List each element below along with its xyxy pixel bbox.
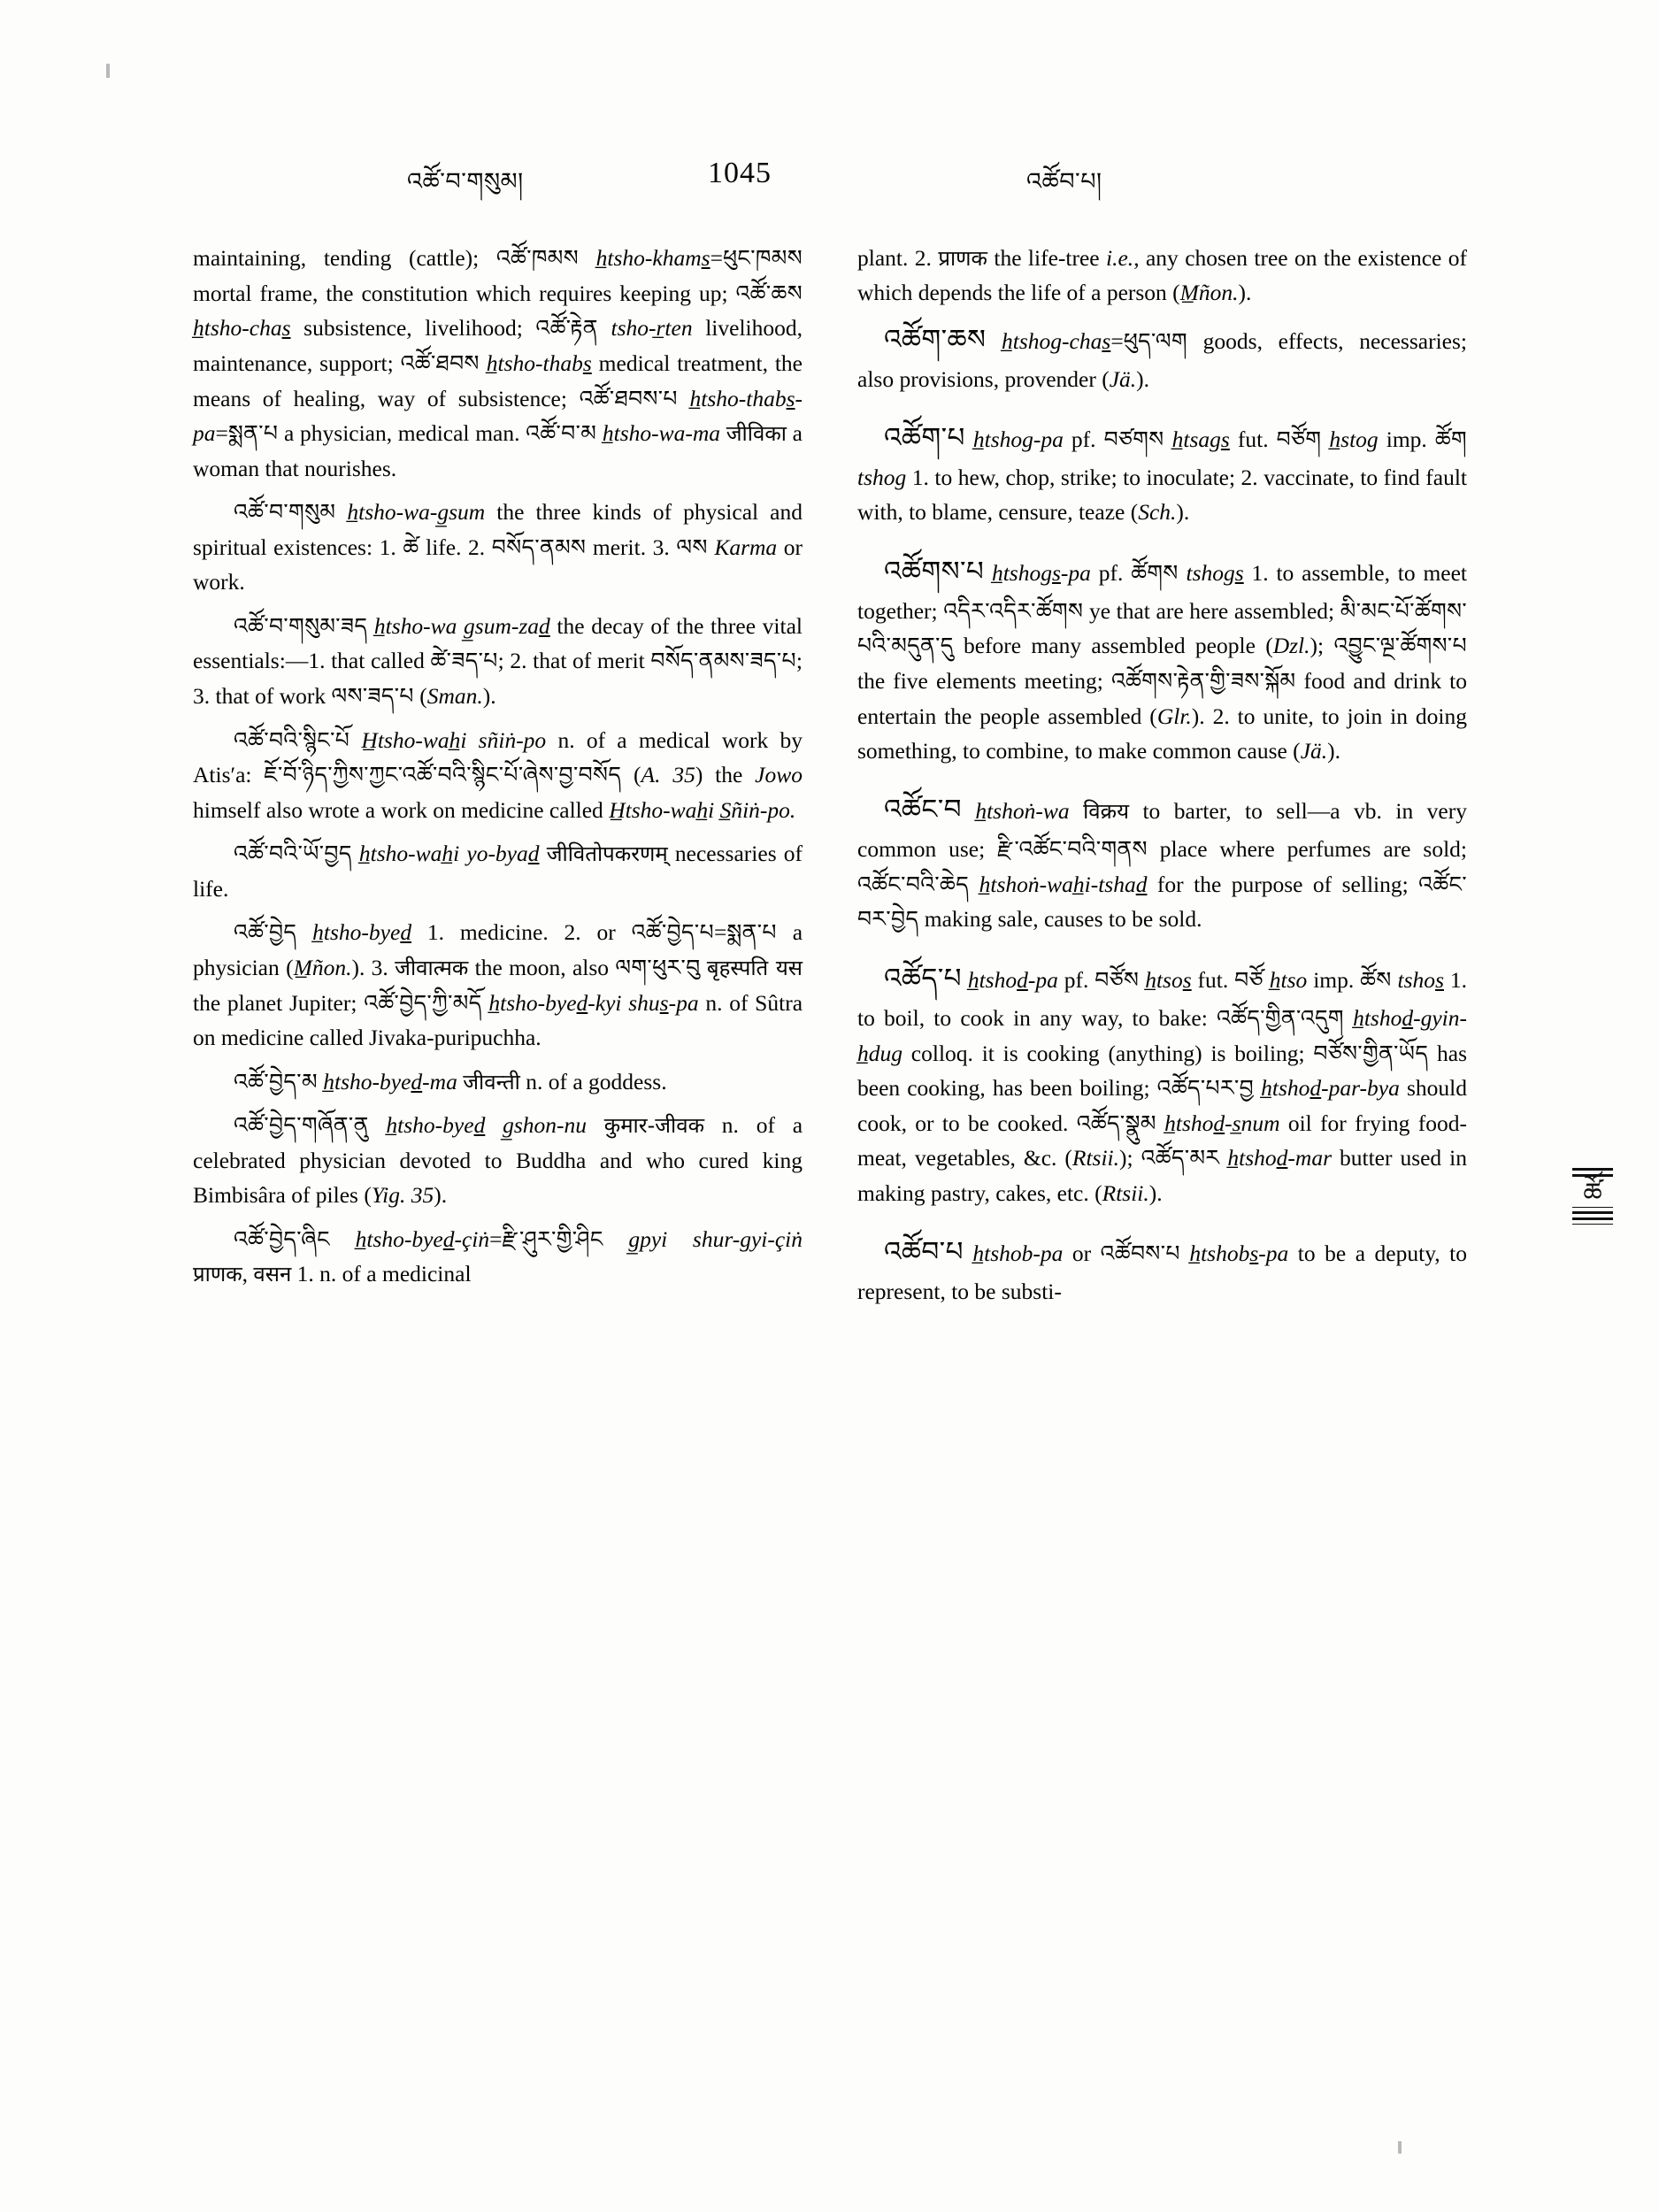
scan-edge-mark-top: [106, 64, 110, 78]
entry-htsho-byed-gshon-nu: འཚོ་བྱེད་གཞོན་ནུ h̲tsho-byed g̲shon-nu कुमार-जीवक n. of a celebrated physician devoted to Buddha and who cured king Bimbisâra of piles (Yig. 35).: [193, 1112, 803, 1209]
text-body: [193, 241, 1467, 1331]
margin-thumb-index-glyph: [1572, 1168, 1613, 1225]
entry-spacer: [857, 539, 1467, 551]
entry-htshob-pa: འཚོབ་པ h̲tshob-pa or འཚོབས་པ h̲tshobs-pa to be a deputy, to represent, to be substi-: [857, 1236, 1468, 1305]
page-number: 1045: [708, 157, 772, 189]
entry-htsho-wahi-snin-po: འཚོ་བའི་སྙིང་པོ H̲tsho-wah̲i sñiṅ-po n. of a medical work by Atis′a: ཇོ་བོ་ཉིད་ཀྱིས་ཀྱང་འཚོ་བའི་སྙིང་པོ་ཞེས་བྱ་བསོད (A. 35) the Jowo himself also wrote a work on medicine called H̲tsho-wah̲i S̲ñiṅ-po.: [193, 726, 803, 823]
entry-htsho-byed-cin: འཚོ་བྱེད་ཞིང h̲tsho-byed-çiṅ=རྫི་ཤུར་གྱི་ཤིང g̲pyi shur-gyi-çiṅ प्राणक, वसन 1. n. of a medicinal: [193, 1225, 803, 1287]
entry-htshogs-pa: འཚོགས་པ h̲tshogs-pa pf. ཚོགས tshogs 1. to assemble, to meet together; འདིར་འདིར་ཚོགས ye that are here assembled; མི་མང་པོ་ཚོགས་པའི་མདུན་དུ before many assembled people (Dzl.); འབྱུང་ལྔ་ཚོགས་པ the five elements meeting; འཚོགས་རྟེན་གྱི་ཟས་སྐོམ food and drink to entertain the people assembled (Glr.). 2. to unite, to join in doing something, to combine, to make common cause (Jä.).: [857, 555, 1468, 764]
entry-htsho-byed-ma: འཚོ་བྱེད་མ h̲tsho-byed-ma जीवन्ती n. of a goddess.: [234, 1068, 667, 1094]
entry-htshog-chas: འཚོག་ཆས h̲tshog-chas=ཕུད་ལག goods, effects, necessaries; also provisions, provender (Jä.).: [857, 323, 1467, 392]
entry-life-tree: plant. 2. प्राणक the life-tree i.e., any chosen tree on the existence of which depends the life of a person (M̲ñon.).: [857, 245, 1467, 306]
entry-htsho-wa-gsum-zad: འཚོ་བ་གསུམ་ཟད h̲tsho-wa g̲sum-zad the decay of the three vital essentials:—1. that called ཚེ་ཟད་པ; 2. that of merit བསོད་ནམས་ཟད་པ; 3. that of work ལས་ཟད་པ (Sman.).: [193, 612, 803, 710]
entry-spacer: [857, 777, 1467, 789]
entry-spacer: [857, 946, 1467, 958]
header-running-head-left: འཚོ་བ་གསུམ།: [407, 168, 524, 196]
entry-htsho-wahi-yo-byad: འཚོ་བའི་ཡོ་བྱད h̲tsho-wah̲i yo-byad जीवितोपकरणम् necessaries of life.: [193, 841, 803, 902]
entry-htsho-byed: འཚོ་བྱེད h̲tsho-byed 1. medicine. 2. or འཚོ་བྱེད་པ=སྨན་པ a physician (M̲ñon.). 3. जीवात्मक the moon, also ལག་ཕུར་བུ बृहस्पति यस the planet Jupiter; འཚོ་བྱེད་ཀྱི་མདོ h̲tsho-byed-kyi shus-pa n. of Sûtra on medicine called Jivaka-puripuchha.: [193, 919, 803, 1051]
header-running-head-right: འཚོབ་པ།: [1026, 168, 1102, 196]
entry-spacer: [857, 1219, 1467, 1232]
entry-spacer: [857, 405, 1467, 418]
left-column: [193, 241, 803, 1331]
entry-spacer: [857, 1318, 1467, 1331]
entry-htshog-pa: འཚོག་པ h̲tshog-pa pf. བཙགས h̲tsags fut. བཙོག h̲stog imp. ཚོག tshog 1. to hew, chop, strike; to inoculate; 2. vaccinate, to find fault with, to blame, censure, teaze (Sch.).: [857, 422, 1468, 526]
margin-glyph-label: ཚོ: [1572, 1180, 1613, 1207]
entry-htsho-wa-gsum: འཚོ་བ་གསུམ h̲tsho-wa-g̲sum the three kinds of physical and spiritual existences: 1. ཚེ life. 2. བསོད་ནམས merit. 3. ལས Karma or work.: [193, 499, 803, 595]
entry-htshon-wa: འཚོང་བ h̲tshoṅ-wa विक्रय to barter, to sell—a vb. in very common use; རྫི་འཚོང་བའི་གནས place where perfumes are sold; འཚོང་བའི་ཆེད h̲tshoṅ-wah̲i-tshad for the purpose of selling; འཚོང་བར་བྱེད making sale, causes to be sold.: [857, 794, 1467, 933]
page-header: [186, 155, 1478, 208]
scan-edge-mark-bottom: [1398, 2141, 1402, 2154]
entry-htsho-khams: maintaining, tending (cattle); འཚོ་ཁམས h̲tsho-khams=ཕུང་ཁམས mortal frame, the constitution which requires keeping up; འཚོ་ཆས h̲tsho-chas subsistence, livelihood; འཚོ་རྟེན tsho-r̲ten livelihood, maintenance, support; འཚོ་ཐབས h̲tsho-thabs medical treatment, the means of healing, way of subsistence; འཚོ་ཐབས་པ h̲tsho-thabs-pa=སྨན་པ a physician, medical man. འཚོ་བ་མ h̲tsho-wa-ma जीविका a woman that nourishes.: [193, 245, 803, 481]
right-column: [857, 241, 1467, 1331]
entry-htshod-pa: འཚོད་པ h̲tshod-pa pf. བཙོས h̲tsos fut. བཙོ h̲tso imp. ཚོས tshos 1. to boil, to cook in any way, to bake: འཚོད་གྱིན་འདུག h̲tshod-gyin-h̲dug colloq. it is cooking (anything) is boiling; བཙོས་གྱིན་ཡོད has been cooking, has been boiling; འཚོད་པར་བྱ h̲tshod-par-bya should cook, or to be cooked. འཚོད་སྣུམ h̲tshod-s̲num oil for frying food-meat, vegetables, &c. (Rtsii.); འཚོད་མར h̲tshod-mar butter used in making pastry, cakes, etc. (Rtsii.).: [857, 963, 1468, 1207]
